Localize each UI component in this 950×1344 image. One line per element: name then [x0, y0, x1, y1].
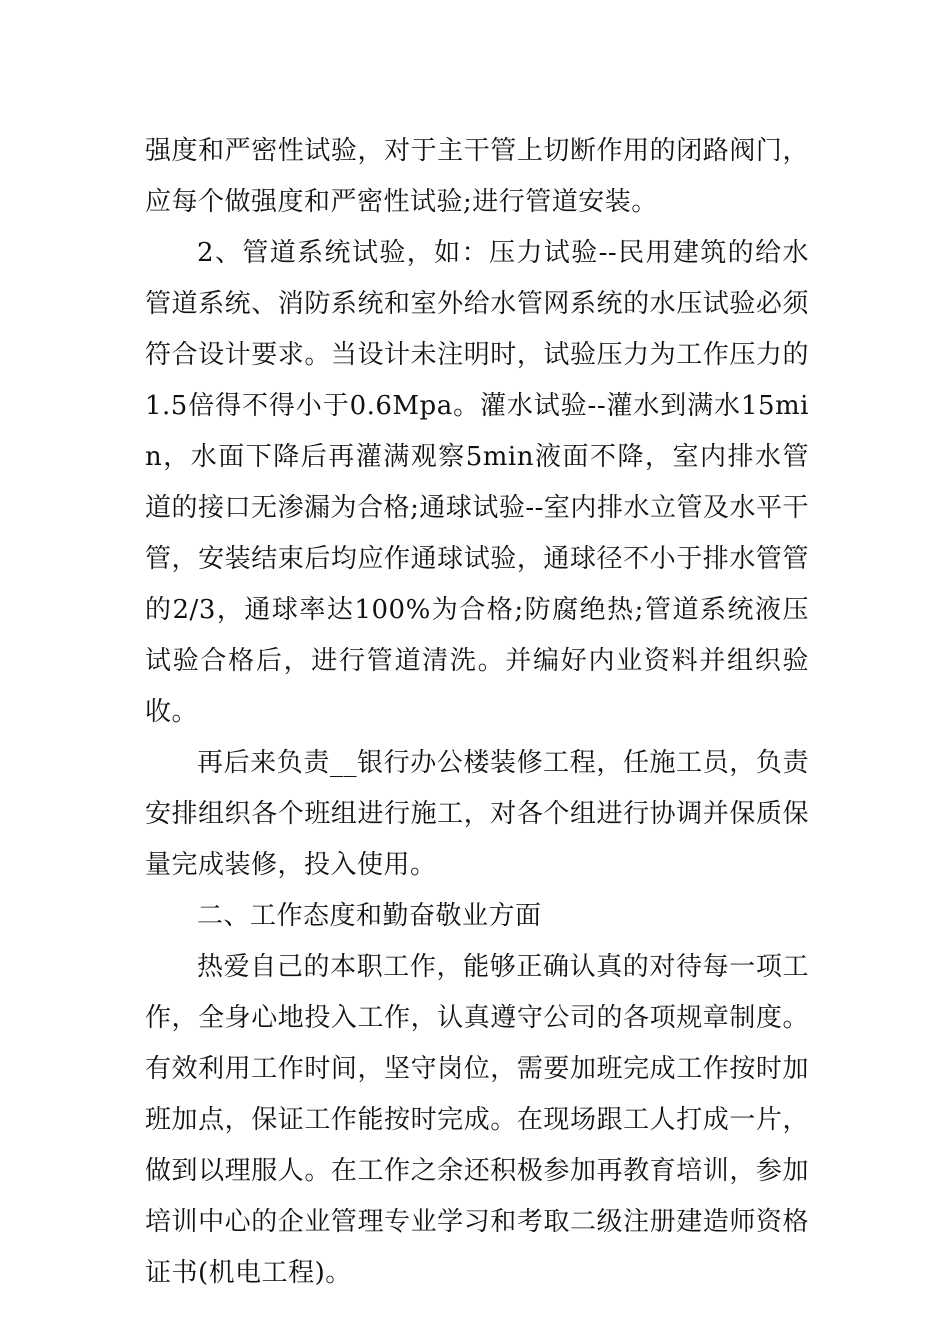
section-heading: 二、工作态度和勤奋敬业方面: [197, 901, 542, 931]
paragraph-4: 热爱自己的本职工作，能够正确认真的对待每一项工作，全身心地投入工作，认真遵守公司的各项规章制度。有效利用工作时间，坚守岗位，需要加班完成工作按时加班加点，保证工作能按时完成。在现场跟工人打成一片，做到以理服人。在工作之余还积极参加再教育培训，参加培训中心的企业管理专业学习和考取二级注册建造师资格证书(机电工程)。: [145, 952, 809, 1288]
paragraph-1: 强度和严密性试验，对于主干管上切断作用的闭路阀门，应每个做强度和严密性试验;进行管道安装。: [145, 136, 809, 217]
document-body: [145, 126, 809, 1299]
paragraph-3: 再后来负责__银行办公楼装修工程，任施工员，负责安排组织各个班组进行施工，对各个组进行协调并保质保量完成装修，投入使用。: [145, 748, 809, 880]
paragraph-2: 2、管道系统试验，如：压力试验--民用建筑的给水管道系统、消防系统和室外给水管网系统的水压试验必须符合设计要求。当设计未注明时，试验压力为工作压力的1.5倍得不得小于0.6Mpa。灌水试验--灌水到满水15min，水面下降后再灌满观察5min液面不降，室内排水管道的接口无渗漏为合格;通球试验--室内排水立管及水平干管，安装结束后均应作通球试验，通球径不小于排水管管的2/3，通球率达100%为合格;防腐绝热;管道系统液压试验合格后，进行管道清洗。并编好内业资料并组织验收。: [145, 238, 809, 727]
